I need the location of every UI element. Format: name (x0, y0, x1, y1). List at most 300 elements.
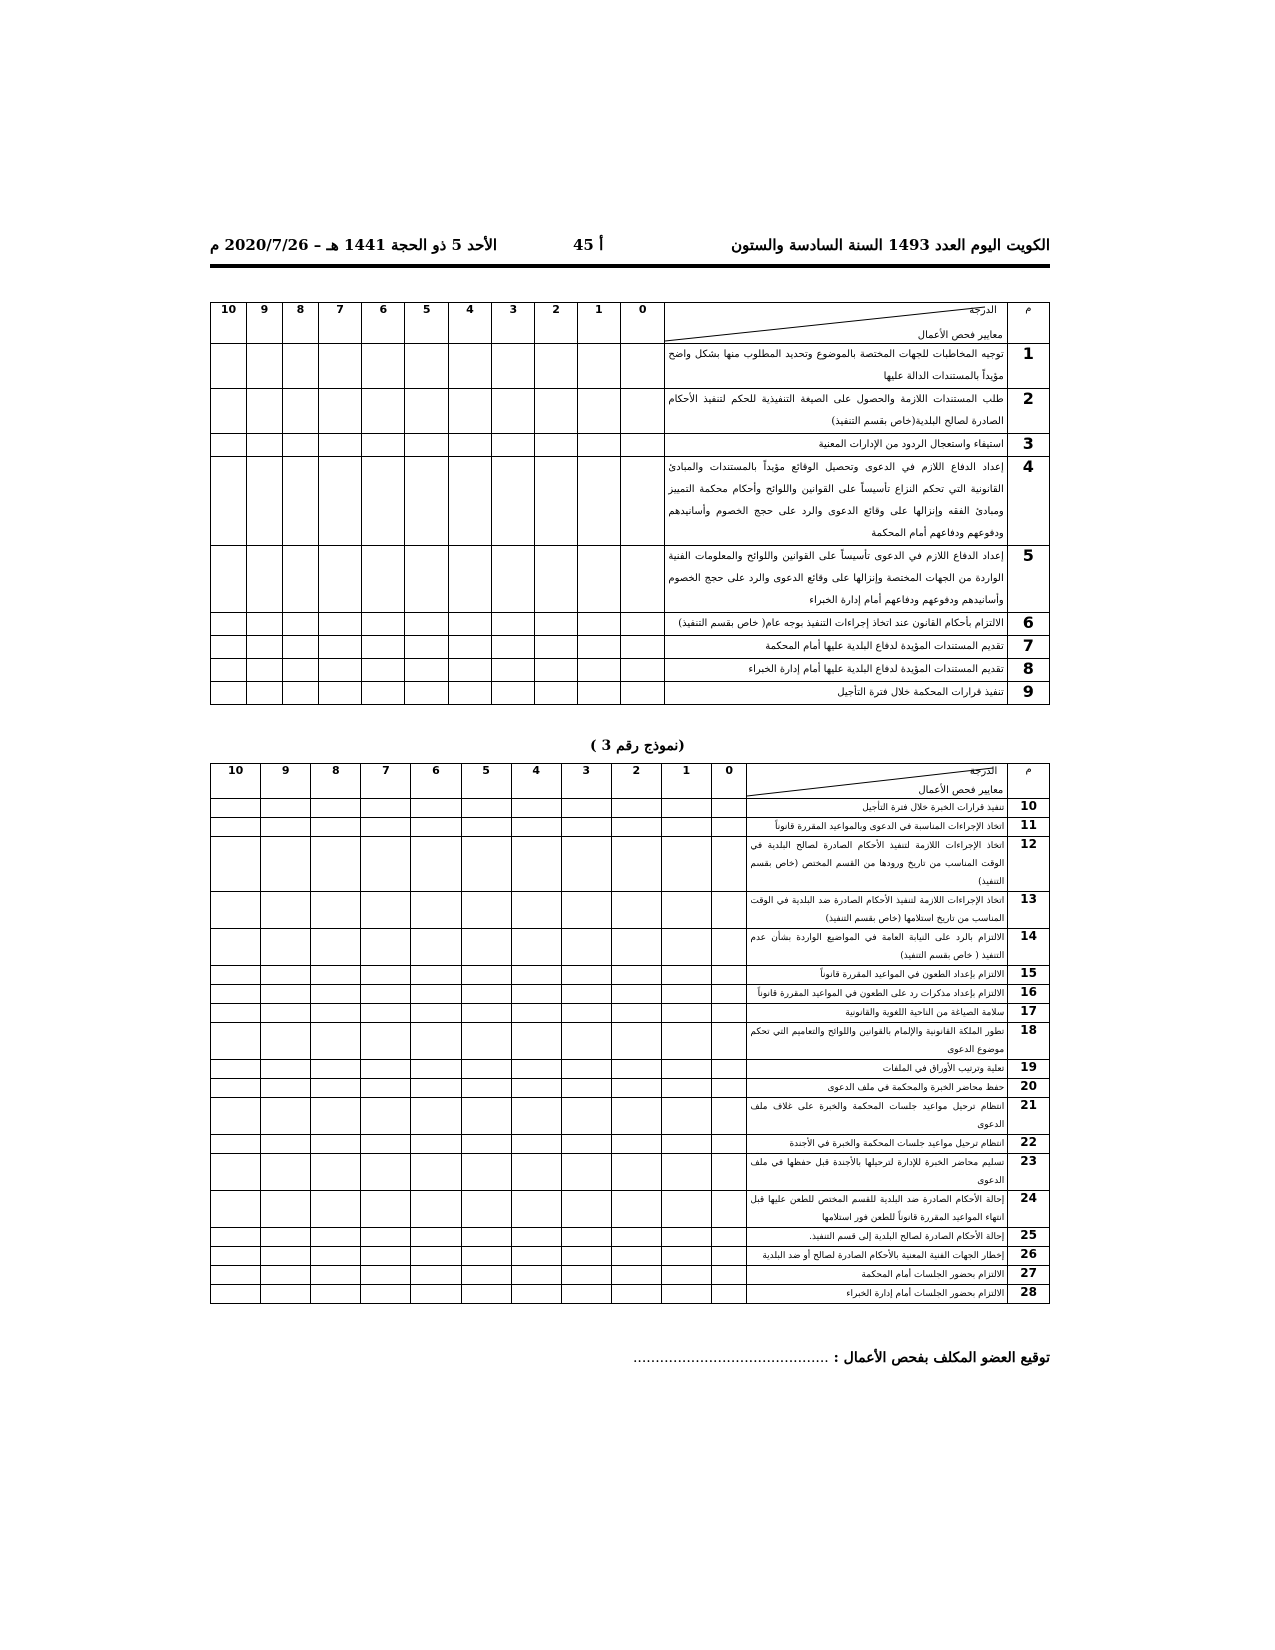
grade-cell[interactable] (282, 457, 318, 546)
grade-cell[interactable] (261, 1285, 311, 1304)
grade-cell[interactable] (211, 929, 261, 966)
grade-cell[interactable] (311, 892, 361, 929)
grade-cell[interactable] (361, 1079, 411, 1098)
grade-cell[interactable] (318, 389, 361, 434)
grade-cell[interactable] (247, 682, 283, 705)
grade-cell[interactable] (211, 457, 247, 546)
grade-cell[interactable] (492, 546, 535, 613)
grade-cell[interactable] (461, 985, 511, 1004)
grade-cell[interactable] (511, 1079, 561, 1098)
grade-cell[interactable] (411, 1285, 461, 1304)
grade-cell[interactable] (411, 837, 461, 892)
grade-cell[interactable] (511, 1266, 561, 1285)
grade-cell[interactable] (211, 1247, 261, 1266)
grade-cell[interactable] (661, 799, 711, 818)
grade-cell[interactable] (361, 966, 411, 985)
grade-cell[interactable] (611, 892, 661, 929)
grade-cell[interactable] (261, 966, 311, 985)
grade-cell[interactable] (611, 966, 661, 985)
grade-cell[interactable] (461, 799, 511, 818)
grade-cell[interactable] (211, 799, 261, 818)
grade-cell[interactable] (561, 1004, 611, 1023)
grade-cell[interactable] (535, 389, 577, 434)
grade-cell[interactable] (611, 985, 661, 1004)
grade-cell[interactable] (247, 344, 283, 389)
grade-cell[interactable] (361, 1098, 411, 1135)
grade-cell[interactable] (211, 1023, 261, 1060)
grade-cell[interactable] (561, 799, 611, 818)
grade-cell[interactable] (611, 1228, 661, 1247)
grade-cell[interactable] (561, 1285, 611, 1304)
grade-cell[interactable] (461, 837, 511, 892)
grade-cell[interactable] (362, 636, 405, 659)
grade-cell[interactable] (261, 1191, 311, 1228)
grade-cell[interactable] (211, 1060, 261, 1079)
grade-cell[interactable] (362, 344, 405, 389)
grade-cell[interactable] (282, 434, 318, 457)
grade-cell[interactable] (211, 1098, 261, 1135)
grade-cell[interactable] (711, 1191, 746, 1228)
grade-cell[interactable] (261, 1060, 311, 1079)
grade-cell[interactable] (411, 985, 461, 1004)
grade-cell[interactable] (405, 613, 448, 636)
grade-cell[interactable] (561, 1247, 611, 1266)
grade-cell[interactable] (492, 636, 535, 659)
grade-cell[interactable] (561, 1266, 611, 1285)
grade-cell[interactable] (211, 389, 247, 434)
grade-cell[interactable] (411, 1154, 461, 1191)
grade-cell[interactable] (211, 613, 247, 636)
grade-cell[interactable] (461, 1098, 511, 1135)
grade-cell[interactable] (318, 613, 361, 636)
grade-cell[interactable] (211, 1135, 261, 1154)
grade-cell[interactable] (535, 546, 577, 613)
grade-cell[interactable] (461, 1266, 511, 1285)
grade-cell[interactable] (535, 659, 577, 682)
grade-cell[interactable] (311, 1098, 361, 1135)
grade-cell[interactable] (661, 1023, 711, 1060)
grade-cell[interactable] (211, 434, 247, 457)
grade-cell[interactable] (361, 818, 411, 837)
grade-cell[interactable] (711, 1098, 746, 1135)
grade-cell[interactable] (621, 457, 665, 546)
grade-cell[interactable] (492, 457, 535, 546)
grade-cell[interactable] (461, 1247, 511, 1266)
grade-cell[interactable] (247, 659, 283, 682)
grade-cell[interactable] (448, 546, 491, 613)
grade-cell[interactable] (511, 818, 561, 837)
grade-cell[interactable] (661, 1135, 711, 1154)
grade-cell[interactable] (461, 1079, 511, 1098)
grade-cell[interactable] (611, 799, 661, 818)
grade-cell[interactable] (511, 1228, 561, 1247)
grade-cell[interactable] (461, 1060, 511, 1079)
grade-cell[interactable] (318, 659, 361, 682)
grade-cell[interactable] (511, 1135, 561, 1154)
grade-cell[interactable] (361, 1023, 411, 1060)
grade-cell[interactable] (247, 434, 283, 457)
grade-cell[interactable] (361, 1004, 411, 1023)
grade-cell[interactable] (411, 799, 461, 818)
grade-cell[interactable] (211, 1228, 261, 1247)
grade-cell[interactable] (611, 1098, 661, 1135)
grade-cell[interactable] (211, 892, 261, 929)
grade-cell[interactable] (261, 985, 311, 1004)
grade-cell[interactable] (611, 1266, 661, 1285)
grade-cell[interactable] (211, 1266, 261, 1285)
grade-cell[interactable] (621, 682, 665, 705)
grade-cell[interactable] (561, 985, 611, 1004)
grade-cell[interactable] (511, 1285, 561, 1304)
grade-cell[interactable] (661, 1098, 711, 1135)
grade-cell[interactable] (361, 985, 411, 1004)
grade-cell[interactable] (211, 344, 247, 389)
grade-cell[interactable] (492, 659, 535, 682)
grade-cell[interactable] (311, 1004, 361, 1023)
grade-cell[interactable] (247, 457, 283, 546)
grade-cell[interactable] (448, 682, 491, 705)
grade-cell[interactable] (411, 1191, 461, 1228)
grade-cell[interactable] (561, 1079, 611, 1098)
grade-cell[interactable] (461, 1228, 511, 1247)
grade-cell[interactable] (611, 837, 661, 892)
grade-cell[interactable] (448, 344, 491, 389)
grade-cell[interactable] (311, 1023, 361, 1060)
grade-cell[interactable] (577, 659, 620, 682)
grade-cell[interactable] (411, 966, 461, 985)
grade-cell[interactable] (405, 636, 448, 659)
grade-cell[interactable] (621, 546, 665, 613)
grade-cell[interactable] (661, 929, 711, 966)
grade-cell[interactable] (461, 1191, 511, 1228)
grade-cell[interactable] (661, 1004, 711, 1023)
grade-cell[interactable] (711, 837, 746, 892)
grade-cell[interactable] (661, 818, 711, 837)
grade-cell[interactable] (661, 1154, 711, 1191)
grade-cell[interactable] (261, 1247, 311, 1266)
grade-cell[interactable] (577, 636, 620, 659)
grade-cell[interactable] (561, 929, 611, 966)
grade-cell[interactable] (405, 344, 448, 389)
grade-cell[interactable] (411, 929, 461, 966)
grade-cell[interactable] (282, 344, 318, 389)
grade-cell[interactable] (318, 434, 361, 457)
grade-cell[interactable] (492, 344, 535, 389)
grade-cell[interactable] (711, 1004, 746, 1023)
grade-cell[interactable] (535, 344, 577, 389)
grade-cell[interactable] (261, 892, 311, 929)
grade-cell[interactable] (261, 1154, 311, 1191)
grade-cell[interactable] (711, 799, 746, 818)
grade-cell[interactable] (405, 682, 448, 705)
grade-cell[interactable] (411, 1098, 461, 1135)
grade-cell[interactable] (318, 344, 361, 389)
grade-cell[interactable] (261, 1079, 311, 1098)
grade-cell[interactable] (311, 1060, 361, 1079)
grade-cell[interactable] (362, 682, 405, 705)
grade-cell[interactable] (211, 682, 247, 705)
grade-cell[interactable] (561, 818, 611, 837)
grade-cell[interactable] (311, 1154, 361, 1191)
grade-cell[interactable] (492, 682, 535, 705)
grade-cell[interactable] (492, 434, 535, 457)
grade-cell[interactable] (318, 682, 361, 705)
grade-cell[interactable] (611, 1154, 661, 1191)
grade-cell[interactable] (411, 1266, 461, 1285)
grade-cell[interactable] (577, 344, 620, 389)
grade-cell[interactable] (461, 892, 511, 929)
grade-cell[interactable] (261, 818, 311, 837)
grade-cell[interactable] (711, 1023, 746, 1060)
grade-cell[interactable] (362, 546, 405, 613)
grade-cell[interactable] (411, 1004, 461, 1023)
grade-cell[interactable] (711, 1079, 746, 1098)
grade-cell[interactable] (282, 389, 318, 434)
grade-cell[interactable] (711, 1228, 746, 1247)
grade-cell[interactable] (261, 1228, 311, 1247)
grade-cell[interactable] (561, 1228, 611, 1247)
grade-cell[interactable] (611, 1135, 661, 1154)
grade-cell[interactable] (411, 1079, 461, 1098)
grade-cell[interactable] (211, 1004, 261, 1023)
grade-cell[interactable] (511, 1098, 561, 1135)
grade-cell[interactable] (261, 799, 311, 818)
grade-cell[interactable] (577, 457, 620, 546)
grade-cell[interactable] (577, 434, 620, 457)
grade-cell[interactable] (211, 985, 261, 1004)
grade-cell[interactable] (661, 1079, 711, 1098)
grade-cell[interactable] (611, 1285, 661, 1304)
grade-cell[interactable] (561, 1060, 611, 1079)
grade-cell[interactable] (361, 1266, 411, 1285)
grade-cell[interactable] (318, 546, 361, 613)
grade-cell[interactable] (411, 1135, 461, 1154)
grade-cell[interactable] (711, 966, 746, 985)
grade-cell[interactable] (448, 636, 491, 659)
grade-cell[interactable] (511, 799, 561, 818)
grade-cell[interactable] (311, 929, 361, 966)
grade-cell[interactable] (511, 1154, 561, 1191)
grade-cell[interactable] (405, 659, 448, 682)
grade-cell[interactable] (511, 1023, 561, 1060)
grade-cell[interactable] (511, 929, 561, 966)
grade-cell[interactable] (577, 546, 620, 613)
grade-cell[interactable] (535, 457, 577, 546)
grade-cell[interactable] (711, 892, 746, 929)
grade-cell[interactable] (511, 1004, 561, 1023)
grade-cell[interactable] (461, 1023, 511, 1060)
grade-cell[interactable] (247, 389, 283, 434)
grade-cell[interactable] (511, 837, 561, 892)
grade-cell[interactable] (411, 1247, 461, 1266)
grade-cell[interactable] (661, 892, 711, 929)
grade-cell[interactable] (361, 1247, 411, 1266)
grade-cell[interactable] (535, 682, 577, 705)
grade-cell[interactable] (361, 929, 411, 966)
grade-cell[interactable] (261, 1266, 311, 1285)
grade-cell[interactable] (561, 1154, 611, 1191)
grade-cell[interactable] (561, 1135, 611, 1154)
grade-cell[interactable] (711, 1266, 746, 1285)
grade-cell[interactable] (661, 1266, 711, 1285)
grade-cell[interactable] (621, 613, 665, 636)
grade-cell[interactable] (621, 344, 665, 389)
grade-cell[interactable] (261, 1135, 311, 1154)
grade-cell[interactable] (362, 389, 405, 434)
grade-cell[interactable] (411, 892, 461, 929)
grade-cell[interactable] (561, 1023, 611, 1060)
grade-cell[interactable] (311, 1285, 361, 1304)
grade-cell[interactable] (247, 546, 283, 613)
grade-cell[interactable] (311, 837, 361, 892)
grade-cell[interactable] (611, 1004, 661, 1023)
grade-cell[interactable] (577, 389, 620, 434)
grade-cell[interactable] (211, 1285, 261, 1304)
grade-cell[interactable] (411, 1228, 461, 1247)
grade-cell[interactable] (211, 636, 247, 659)
grade-cell[interactable] (611, 929, 661, 966)
grade-cell[interactable] (461, 929, 511, 966)
grade-cell[interactable] (461, 966, 511, 985)
grade-cell[interactable] (448, 389, 491, 434)
grade-cell[interactable] (282, 613, 318, 636)
grade-cell[interactable] (211, 659, 247, 682)
grade-cell[interactable] (621, 389, 665, 434)
grade-cell[interactable] (211, 837, 261, 892)
grade-cell[interactable] (311, 1266, 361, 1285)
grade-cell[interactable] (561, 1191, 611, 1228)
grade-cell[interactable] (511, 1060, 561, 1079)
grade-cell[interactable] (561, 1098, 611, 1135)
grade-cell[interactable] (261, 1023, 311, 1060)
grade-cell[interactable] (621, 636, 665, 659)
grade-cell[interactable] (711, 1285, 746, 1304)
grade-cell[interactable] (511, 892, 561, 929)
grade-cell[interactable] (211, 1191, 261, 1228)
grade-cell[interactable] (282, 636, 318, 659)
grade-cell[interactable] (311, 1228, 361, 1247)
grade-cell[interactable] (711, 985, 746, 1004)
grade-cell[interactable] (577, 613, 620, 636)
grade-cell[interactable] (461, 1285, 511, 1304)
grade-cell[interactable] (361, 1060, 411, 1079)
grade-cell[interactable] (611, 818, 661, 837)
grade-cell[interactable] (711, 1060, 746, 1079)
grade-cell[interactable] (361, 1285, 411, 1304)
grade-cell[interactable] (311, 1247, 361, 1266)
grade-cell[interactable] (411, 818, 461, 837)
grade-cell[interactable] (448, 434, 491, 457)
grade-cell[interactable] (535, 434, 577, 457)
grade-cell[interactable] (361, 837, 411, 892)
grade-cell[interactable] (361, 1154, 411, 1191)
grade-cell[interactable] (211, 818, 261, 837)
grade-cell[interactable] (661, 837, 711, 892)
grade-cell[interactable] (448, 457, 491, 546)
grade-cell[interactable] (405, 434, 448, 457)
grade-cell[interactable] (461, 1004, 511, 1023)
grade-cell[interactable] (282, 546, 318, 613)
grade-cell[interactable] (448, 613, 491, 636)
grade-cell[interactable] (261, 929, 311, 966)
grade-cell[interactable] (661, 966, 711, 985)
grade-cell[interactable] (661, 1191, 711, 1228)
grade-cell[interactable] (362, 659, 405, 682)
grade-cell[interactable] (661, 1060, 711, 1079)
grade-cell[interactable] (621, 434, 665, 457)
grade-cell[interactable] (211, 1079, 261, 1098)
grade-cell[interactable] (361, 799, 411, 818)
grade-cell[interactable] (405, 457, 448, 546)
grade-cell[interactable] (492, 389, 535, 434)
grade-cell[interactable] (535, 636, 577, 659)
grade-cell[interactable] (561, 966, 611, 985)
grade-cell[interactable] (411, 1060, 461, 1079)
grade-cell[interactable] (492, 613, 535, 636)
grade-cell[interactable] (211, 546, 247, 613)
grade-cell[interactable] (411, 1023, 461, 1060)
grade-cell[interactable] (261, 837, 311, 892)
grade-cell[interactable] (611, 1079, 661, 1098)
grade-cell[interactable] (261, 1004, 311, 1023)
grade-cell[interactable] (311, 1135, 361, 1154)
grade-cell[interactable] (361, 1135, 411, 1154)
grade-cell[interactable] (611, 1060, 661, 1079)
grade-cell[interactable] (461, 818, 511, 837)
grade-cell[interactable] (611, 1191, 661, 1228)
grade-cell[interactable] (311, 799, 361, 818)
grade-cell[interactable] (711, 929, 746, 966)
grade-cell[interactable] (261, 1098, 311, 1135)
grade-cell[interactable] (362, 434, 405, 457)
grade-cell[interactable] (461, 1135, 511, 1154)
grade-cell[interactable] (577, 682, 620, 705)
grade-cell[interactable] (561, 892, 611, 929)
grade-cell[interactable] (661, 1228, 711, 1247)
grade-cell[interactable] (661, 1247, 711, 1266)
grade-cell[interactable] (711, 1247, 746, 1266)
grade-cell[interactable] (362, 613, 405, 636)
grade-cell[interactable] (611, 1247, 661, 1266)
grade-cell[interactable] (535, 613, 577, 636)
grade-cell[interactable] (611, 1023, 661, 1060)
grade-cell[interactable] (561, 837, 611, 892)
grade-cell[interactable] (282, 682, 318, 705)
grade-cell[interactable] (247, 636, 283, 659)
grade-cell[interactable] (361, 1228, 411, 1247)
grade-cell[interactable] (318, 457, 361, 546)
grade-cell[interactable] (311, 966, 361, 985)
grade-cell[interactable] (621, 659, 665, 682)
grade-cell[interactable] (318, 636, 361, 659)
grade-cell[interactable] (311, 818, 361, 837)
grade-cell[interactable] (211, 966, 261, 985)
grade-cell[interactable] (211, 1154, 261, 1191)
grade-cell[interactable] (711, 818, 746, 837)
grade-cell[interactable] (661, 985, 711, 1004)
grade-cell[interactable] (511, 1247, 561, 1266)
grade-cell[interactable] (461, 1154, 511, 1191)
grade-cell[interactable] (448, 659, 491, 682)
grade-cell[interactable] (311, 1079, 361, 1098)
grade-cell[interactable] (511, 966, 561, 985)
grade-cell[interactable] (511, 985, 561, 1004)
grade-cell[interactable] (511, 1191, 561, 1228)
grade-cell[interactable] (711, 1135, 746, 1154)
grade-cell[interactable] (661, 1285, 711, 1304)
grade-cell[interactable] (362, 457, 405, 546)
grade-cell[interactable] (711, 1154, 746, 1191)
